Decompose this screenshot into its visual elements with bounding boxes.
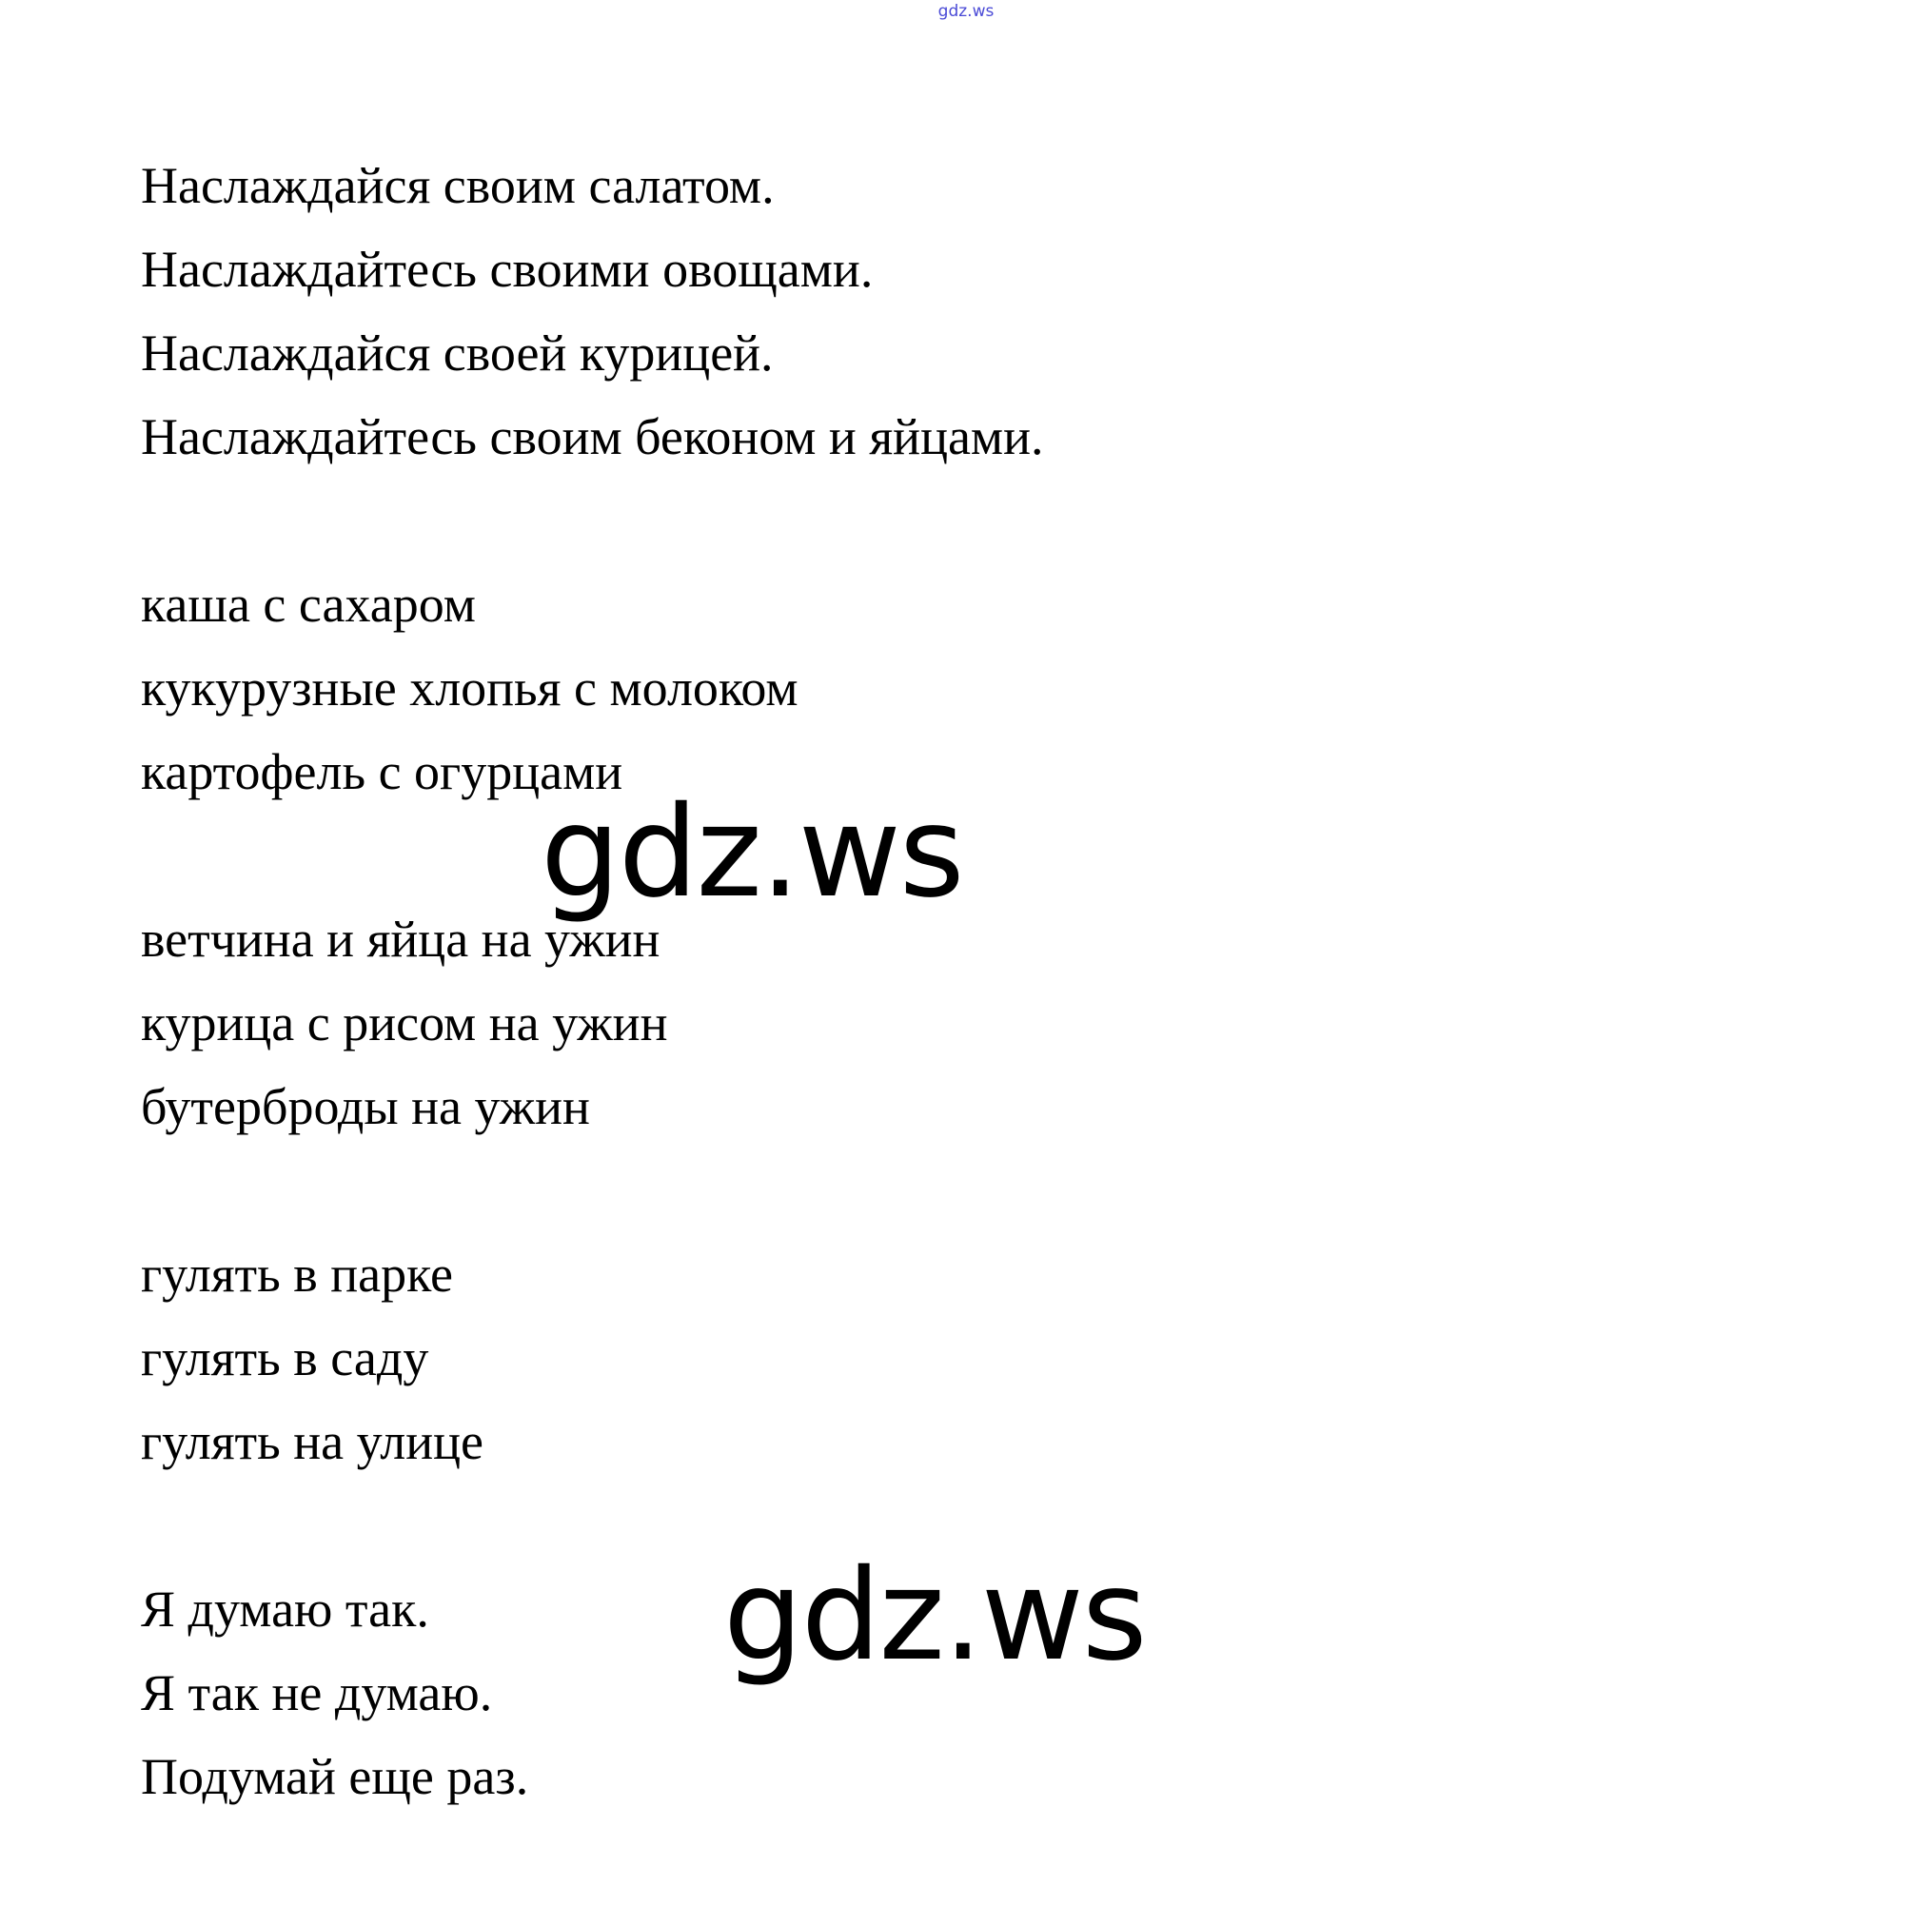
text-line: гулять в саду [141, 1329, 429, 1386]
text-line: Я думаю так. [141, 1581, 429, 1638]
text-line: Наслаждайтесь своими овощами. [141, 241, 874, 298]
text-line: Наслаждайся своим салатом. [141, 157, 775, 214]
text-line: бутерброды на ужин [141, 1078, 590, 1135]
text-line: Я так не думаю. [141, 1664, 493, 1721]
watermark: gdz.ws [723, 1542, 1146, 1689]
text-line: каша с сахаром [141, 576, 476, 633]
text-line: Подумай еще раз. [141, 1748, 529, 1805]
text-line: Наслаждайтесь своим беконом и яйцами. [141, 408, 1044, 465]
text-line: картофель с огурцами [141, 743, 623, 800]
text-line: кукурузные хлопья с молоком [141, 659, 798, 717]
text-line: ветчина и яйца на ужин [141, 911, 660, 968]
text-line: курица с рисом на ужин [141, 994, 668, 1051]
watermark: gdz.ws [541, 779, 963, 926]
site-mark: gdz.ws [937, 2, 995, 21]
text-line: Наслаждайся своей курицей. [141, 324, 774, 382]
text-line: гулять на улице [141, 1413, 483, 1470]
text-line: гулять в парке [141, 1246, 454, 1303]
